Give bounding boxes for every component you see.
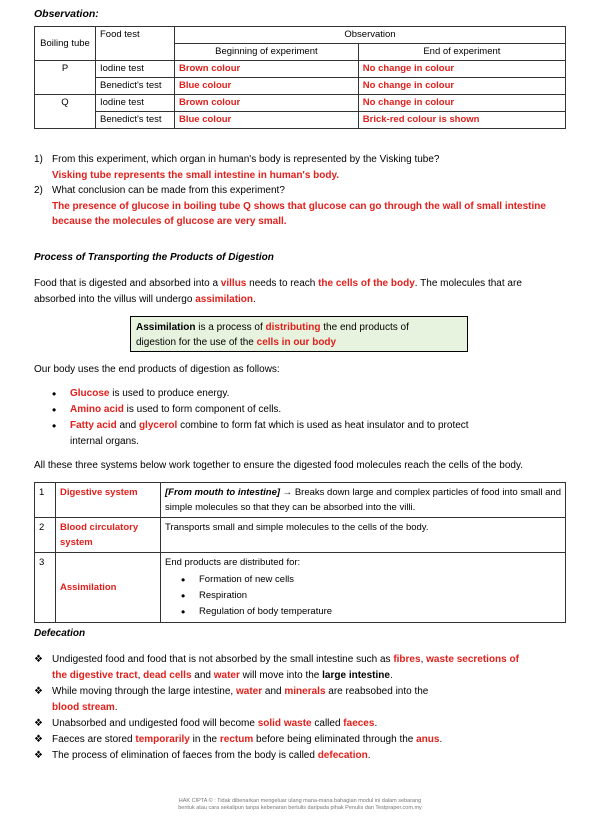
diamond-bullet-icon: ❖ [34,750,43,761]
question-text: From this experiment, which organ in human's body is represented by the Visking tube? [52,154,440,165]
list-item [34,684,574,716]
text-span: . [253,293,256,305]
text-span: needs to reach [246,278,319,289]
table-row [35,483,566,518]
bullet-icon: • [52,419,57,433]
term: Glucose [70,388,110,399]
text-span: Respiration [199,590,248,601]
copyright-footer [0,798,600,812]
answer-2-line-2: because the molecules of glucose are very small. [52,216,287,227]
term: minerals [284,686,326,697]
term-cells: cells in our body [256,337,337,348]
uses-intro: Our body uses the end products of digestion as follows: [34,364,280,375]
question-text: What conclusion can be made from this experiment? [52,185,285,196]
bullet-icon: • [52,387,57,401]
text-span: Formation of new cells [199,574,295,585]
term-assimilation: assimilation [195,293,254,305]
term: waste secretions of [426,654,519,665]
question-number: 2) [34,185,43,196]
term: the digestive tract [52,670,138,681]
text-span: will move into the [239,670,323,681]
diamond-bullet-icon: ❖ [34,686,43,697]
term: large intestine [322,670,390,681]
text-span: absorbed into the villus will undergo [34,293,196,305]
term-villus: villus [220,278,247,289]
list-item [52,402,552,418]
term: anus [416,734,440,745]
uses-list [52,386,552,450]
table-row [35,553,566,623]
text-span: is a process of [195,322,266,333]
header-observation: Observation [175,27,566,44]
text-span: , [137,670,144,681]
text-span: . [367,750,371,761]
begin-cell: Blue colour [175,78,359,95]
text-span: While moving through the large intestine, [52,686,236,697]
text-span: . [439,734,443,745]
text-span: . [114,702,118,713]
text-span: are reabsobed into the [325,686,429,697]
text-span: End products are distributed for: [165,557,301,568]
term: fibres [393,654,421,665]
end-cell: Brick-red colour is shown [358,112,565,129]
text-span: and [116,420,139,431]
row-number: 2 [35,518,56,553]
system-description [161,483,566,518]
footer-line: HAK CIPTA © : Tidak dibenarkan mengeluar ulang mana-mana bahagian modul ini dalam sebarang [178,798,422,804]
answer-1: Visking tube represents the small intestine in human's body. [52,169,340,181]
test-cell: Iodine test [96,95,175,112]
term: water [236,686,263,697]
transport-heading: Process of Transporting the Products of Digestion [34,252,274,263]
question-list [34,152,574,230]
text-span: the end products of [320,322,409,333]
text-span: , [420,654,427,665]
term-distributing: distributing [265,322,321,333]
text-span: and [262,686,285,697]
header-boiling-tube: Boiling tube [35,27,96,61]
question-1 [34,152,574,168]
tube-cell: Q [35,95,96,129]
diamond-bullet-icon: ❖ [34,654,43,665]
tube-cell: P [35,61,96,95]
term: temporarily [135,734,190,745]
test-cell: Iodine test [96,61,175,78]
list-item [34,732,574,748]
observation-heading: Observation: [34,8,99,20]
text-span: Breaks down large and complex particles of food into small and simple molecules so that they can be absorbed into the villi. [165,487,561,513]
list-item [181,572,561,588]
row-number: 1 [35,483,56,518]
term: rectum [219,734,254,745]
text-span: . [389,670,393,681]
text-span: before being eliminated through the [253,734,417,745]
bullet-icon: • [52,403,57,417]
text-span: and [191,670,214,681]
text-span: Unabsorbed and undigested food will become [52,718,258,729]
footer-line: bentuk atau cara sekalipun tanpa kebenaran bertulis daripada pihak Penulis dan Testpraper.com.my [178,805,422,811]
term: Amino acid [70,404,124,415]
row-number: 3 [35,553,56,623]
system-description [161,553,566,623]
term: blood stream [52,702,115,713]
term: solid waste [257,718,312,729]
text-span: combine to form fat which is used as heat insulator and to protect [177,420,469,431]
text-span: digestion for the use of the [136,337,257,348]
test-cell: Benedict's test [96,78,175,95]
text-span: is used to form component of cells. [123,404,282,415]
term: Fatty acid [70,420,117,431]
text-span: Food that is digested and absorbed into a [34,278,221,289]
begin-cell: Brown colour [175,95,359,112]
systems-intro: All these three systems below work together to ensure the digested food molecules reach the cells of the body. [34,460,523,471]
sub-list [181,572,561,620]
systems-table [34,482,566,623]
bullet-icon: • [181,573,186,587]
term-assimilation: Assimilation [136,322,196,333]
term-cells: the cells of the body [318,278,415,289]
text-span: The process of elimination of faeces from the body is called [52,750,318,761]
end-cell: No change in colour [358,95,565,112]
text-span: in the [189,734,220,745]
diamond-bullet-icon: ❖ [34,718,43,729]
assimilation-definition-box [130,316,468,352]
system-name: Assimilation [56,553,161,623]
table-row [35,95,566,112]
text-span: Regulation of body temperature [199,606,333,617]
list-item [52,418,552,450]
system-name: Blood circulatory system [56,518,161,553]
bullet-icon: • [181,605,186,619]
question-number: 1) [34,154,43,165]
answer-2-line-1: The presence of glucose in boiling tube Q shows that glucose can go through the wall of small intestine [52,200,546,212]
table-row [35,518,566,553]
begin-cell: Blue colour [175,112,359,129]
term: glycerol [138,420,178,431]
arrow-icon: → [280,487,295,498]
list-item [34,716,574,732]
table-row [35,112,566,129]
text-span: [From mouth to intestine] [165,487,281,498]
text-span: . [374,718,378,729]
text-span: . The molecules that are [414,278,522,289]
defecation-list [34,652,574,764]
test-cell: Benedict's test [96,112,175,129]
term: defecation [317,750,368,761]
list-item [52,386,552,402]
term: faeces [343,718,375,729]
end-cell: No change in colour [358,61,565,78]
term: dead cells [143,670,192,681]
begin-cell: Brown colour [175,61,359,78]
transport-paragraph [34,276,574,307]
question-2 [34,183,574,199]
list-item [34,748,574,764]
table-row [35,78,566,95]
text-span: Faeces are stored [52,734,136,745]
system-description: Transports small and simple molecules to the cells of the body. [161,518,566,553]
bullet-icon: • [181,589,186,603]
text-span: internal organs. [70,436,139,447]
list-item [181,604,561,620]
term: water [213,670,240,681]
header-end: End of experiment [358,44,565,61]
text-span: is used to produce energy. [109,388,230,399]
header-beginning: Beginning of experiment [175,44,359,61]
end-cell: No change in colour [358,78,565,95]
table-row [35,61,566,78]
list-item [181,588,561,604]
system-name: Digestive system [56,483,161,518]
text-span: Undigested food and food that is not absorbed by the small intestine such as [52,654,394,665]
diamond-bullet-icon: ❖ [34,734,43,745]
observation-table [34,26,566,129]
list-item [34,652,574,684]
text-span: called [311,718,344,729]
defecation-heading: Defecation [34,628,86,639]
header-food-test: Food test [96,27,175,61]
